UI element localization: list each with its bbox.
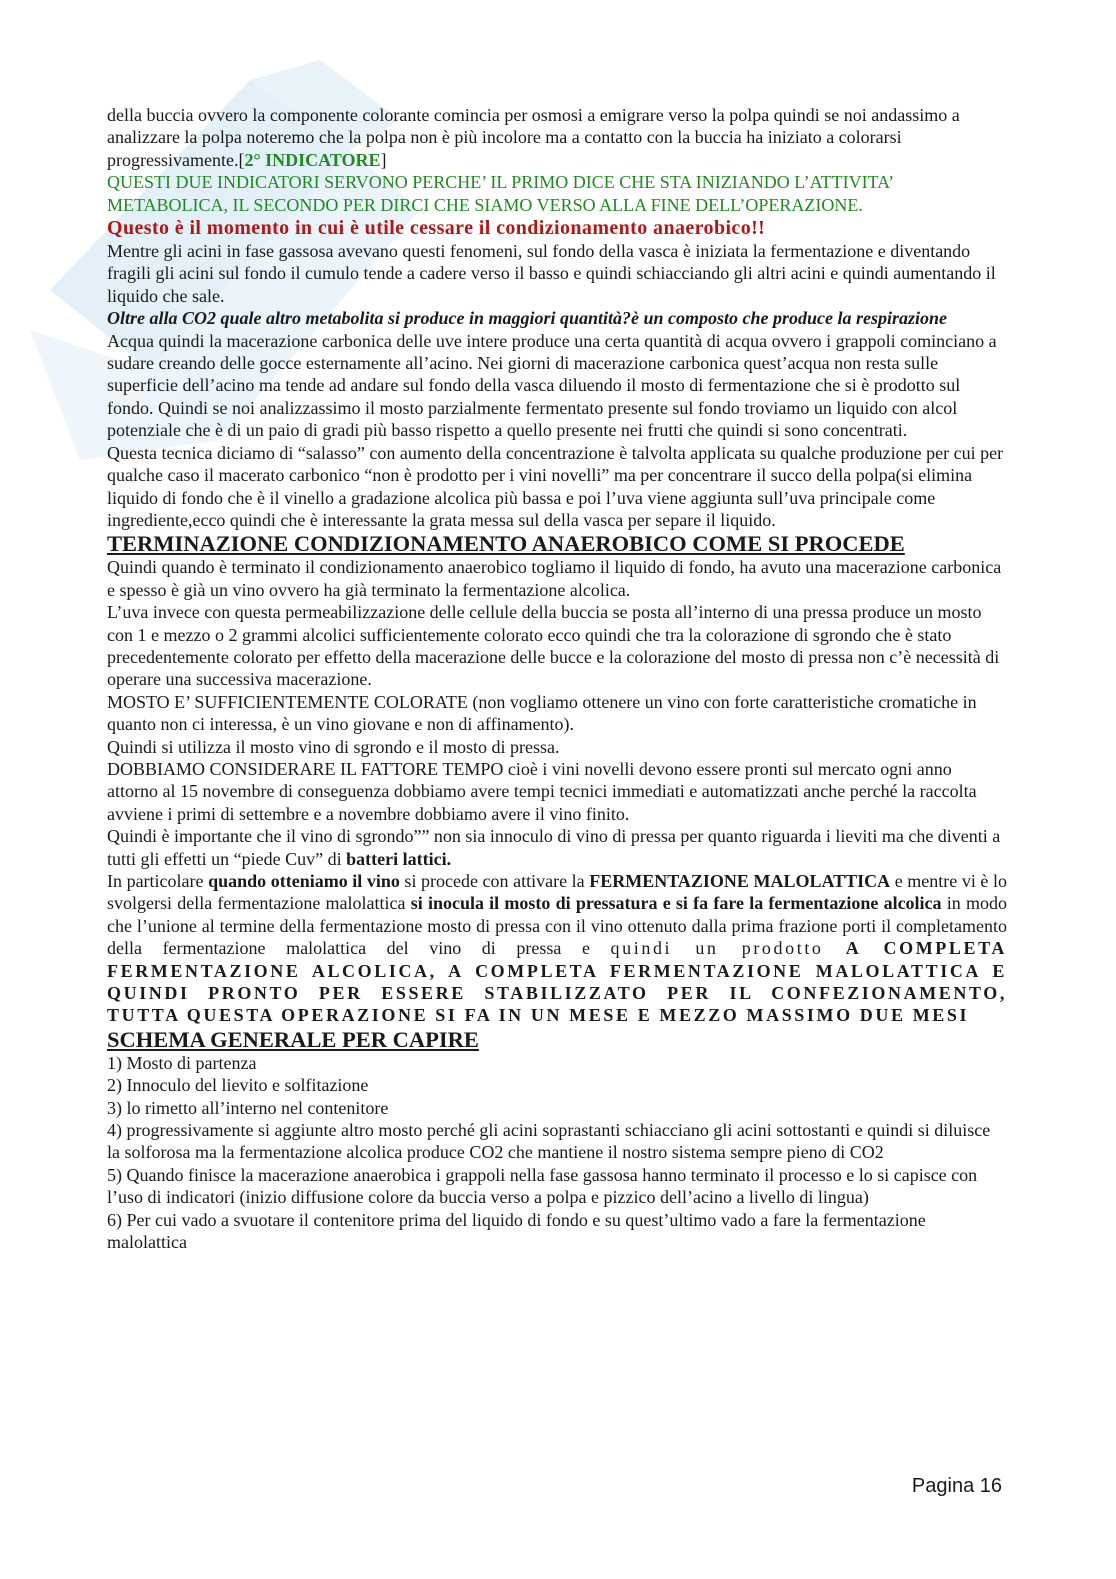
paragraph: Mentre gli acini in fase gassosa avevano questi fenomeni, sul fondo della vasca è iniziata la fermentazione e diventando fragili gli acini sul fondo il cumulo tende a cadere verso il basso e quindi schiacciando gli altri acini e quindi aumentando il liquido che sale. (107, 241, 996, 306)
paragraph: della buccia ovvero la componente colorante comincia per osmosi a emigrare verso la polpa quindi se noi andassimo a analizzare la polpa noteremo che la polpa non è più incolore ma a contatto con la buccia ha iniziato a colorarsi progressivamente.[2° INDICATORE] (107, 105, 960, 170)
list-item: 4) progressivamente si aggiunte altro mosto perché gli acini soprastanti schiacciano gli acini sottostanti e quindi si diluisce la solforosa ma la fermentazione alcolica produce CO2 che mantiene il nostro sistema sempre pieno di CO2 (107, 1120, 991, 1163)
paragraph: L’uva invece con questa permeabilizzazione delle cellule della buccia se posta all’interno di una pressa produce un mosto con 1 e mezzo o 2 grammi alcolici sufficientemente colorato ecco quindi che tra la colorazione di sgrondo che è stato precedentemente colorato per effetto della macerazione delle bucce e la colorazione del mosto di pressa non c’è necessità di operare una successiva macerazione. (107, 602, 1000, 690)
indicator-label: 2° INDICATORE (244, 149, 381, 170)
page-number: Pagina 16 (911, 1475, 1002, 1497)
list-item: 2) Innoculo del lievito e solfitazione (107, 1075, 369, 1096)
section-title: TERMINAZIONE CONDIZIONAMENTO ANAEROBICO COME SI PROCEDE (107, 531, 905, 557)
paragraph: Acqua quindi la macerazione carbonica delle uve intere produce una certa quantità di acqua ovvero i grappoli cominciano a sudare creando delle gocce esternamente all’acino. Nei giorni di macerazione carbonica quest’acqua non resta sulle superficie dell’acino ma tende ad andare sul fondo della vasca diluendo il mosto di fermentazione che si è prodotto sul fondo. Quindi se noi analizzassimo il mosto parzialmente fermentato presente sul fondo troviamo un liquido con alcol potenziale che è di un paio di gradi più basso rispetto a quello presente nei frutti che quindi si sono concentrati. (107, 330, 997, 441)
paragraph: Quindi si utilizza il mosto vino di sgrondo e il mosto di pressa. (107, 736, 560, 757)
paragraph: DOBBIAMO CONSIDERARE IL FATTORE TEMPO cioè i vini novelli devono essere pronti sul mercato ogni anno attorno al 15 novembre di conseguenza dobbiamo avere tempi tecnici immediati e automatizzati anche perché la raccolta avviene i primi di settembre e a novembre dobbiamo avere il vino finito. (107, 758, 977, 824)
question: Oltre alla CO2 quale altro metabolita si produce in maggiori quantità?è un composto che produce la respirazione (107, 308, 948, 329)
list-item: 1) Mosto di partenza (107, 1052, 257, 1073)
list-item: 6) Per cui vado a svuotare il contenitore prima del liquido di fondo e su quest’ultimo vado a fare la fermentazione malolattica (107, 1209, 926, 1253)
paragraph: In particolare quando otteniamo il vino si procede con attivare la FERMENTAZIONE MALOLATTICA e mentre vi è lo svolgersi della fermentazione malolattica si inocula il mosto di pressatura e si fa fare la fermentazione alcolica in modo che l’unione al termine della fermentazione mosto di pressa con il vino ottenuto dalla prima frazione porti il completamento della fermentazione malolattica del vino di pressa e quindi un prodotto A COMPLETA FERMENTAZIONE ALCOLICA, A COMPLETA FERMENTAZIONE MALOLATTICA E QUINDI PRONTO PER ESSERE STABILIZZATO PER IL CONFEZIONAMENTO, TUTTA QUESTA OPERAZIONE SI FA IN UN MESE E MEZZO MASSIMO DUE MESI (107, 871, 1007, 1026)
section-title: SCHEMA GENERALE PER CAPIRE (107, 1026, 479, 1052)
paragraph: MOSTO E’ SUFFICIENTEMENTE COLORATE (non vogliamo ottenere un vino con forte caratteristiche cromatiche in quanto non ci interessa, è un vino giovane e non di affinamento). (107, 691, 977, 735)
document-page (107, 104, 1007, 1254)
list-item: 5) Quando finisce la macerazione anaerobica i grappoli nella fase gassosa hanno terminato il processo e lo si capisce con l’uso di indicatori (inizio diffusione colore da buccia verso a polpa e pizzico dell’acino a livello di lingua) (107, 1164, 978, 1208)
paragraph: Quindi è importante che il vino di sgrondo”” non sia innoculo di vino di pressa per quanto riguarda i lieviti ma che diventi a tutti gli effetti un “piede Cuv” di batteri lattici. (107, 826, 1001, 869)
paragraph: Quindi quando è terminato il condizionamento anaerobico togliamo il liquido di fondo, ha avuto una macerazione carbonica e spesso è già un vino ovvero ha già terminato la fermentazione alcolica. (107, 557, 1002, 600)
list-item: 3) lo rimetto all’interno nel contenitore (107, 1097, 389, 1118)
green-note: QUESTI DUE INDICATORI SERVONO PERCHE’ IL PRIMO DICE CHE STA INIZIANDO L’ATTIVITA’ METABOLICA, IL SECONDO PER DIRCI CHE SIAMO VERSO ALLA FINE DELL’OPERAZIONE. (107, 172, 893, 215)
red-heading: Questo è il momento in cui è utile cessare il condizionamento anaerobico!! (107, 217, 766, 240)
paragraph: Questa tecnica diciamo di “salasso” con aumento della concentrazione è talvolta applicata su qualche produzione per cui per qualche caso il macerato carbonico “non è prodotto per i vini novelli” ma per concentrare il succo della polpa(si elimina liquido di fondo che è il vinello a gradazione alcolica più bassa e poi l’uva viene aggiunta sull’uva principale come ingrediente,ecco quindi che è interessante la grata messa sul della vasca per separe il liquido. (107, 442, 1004, 530)
